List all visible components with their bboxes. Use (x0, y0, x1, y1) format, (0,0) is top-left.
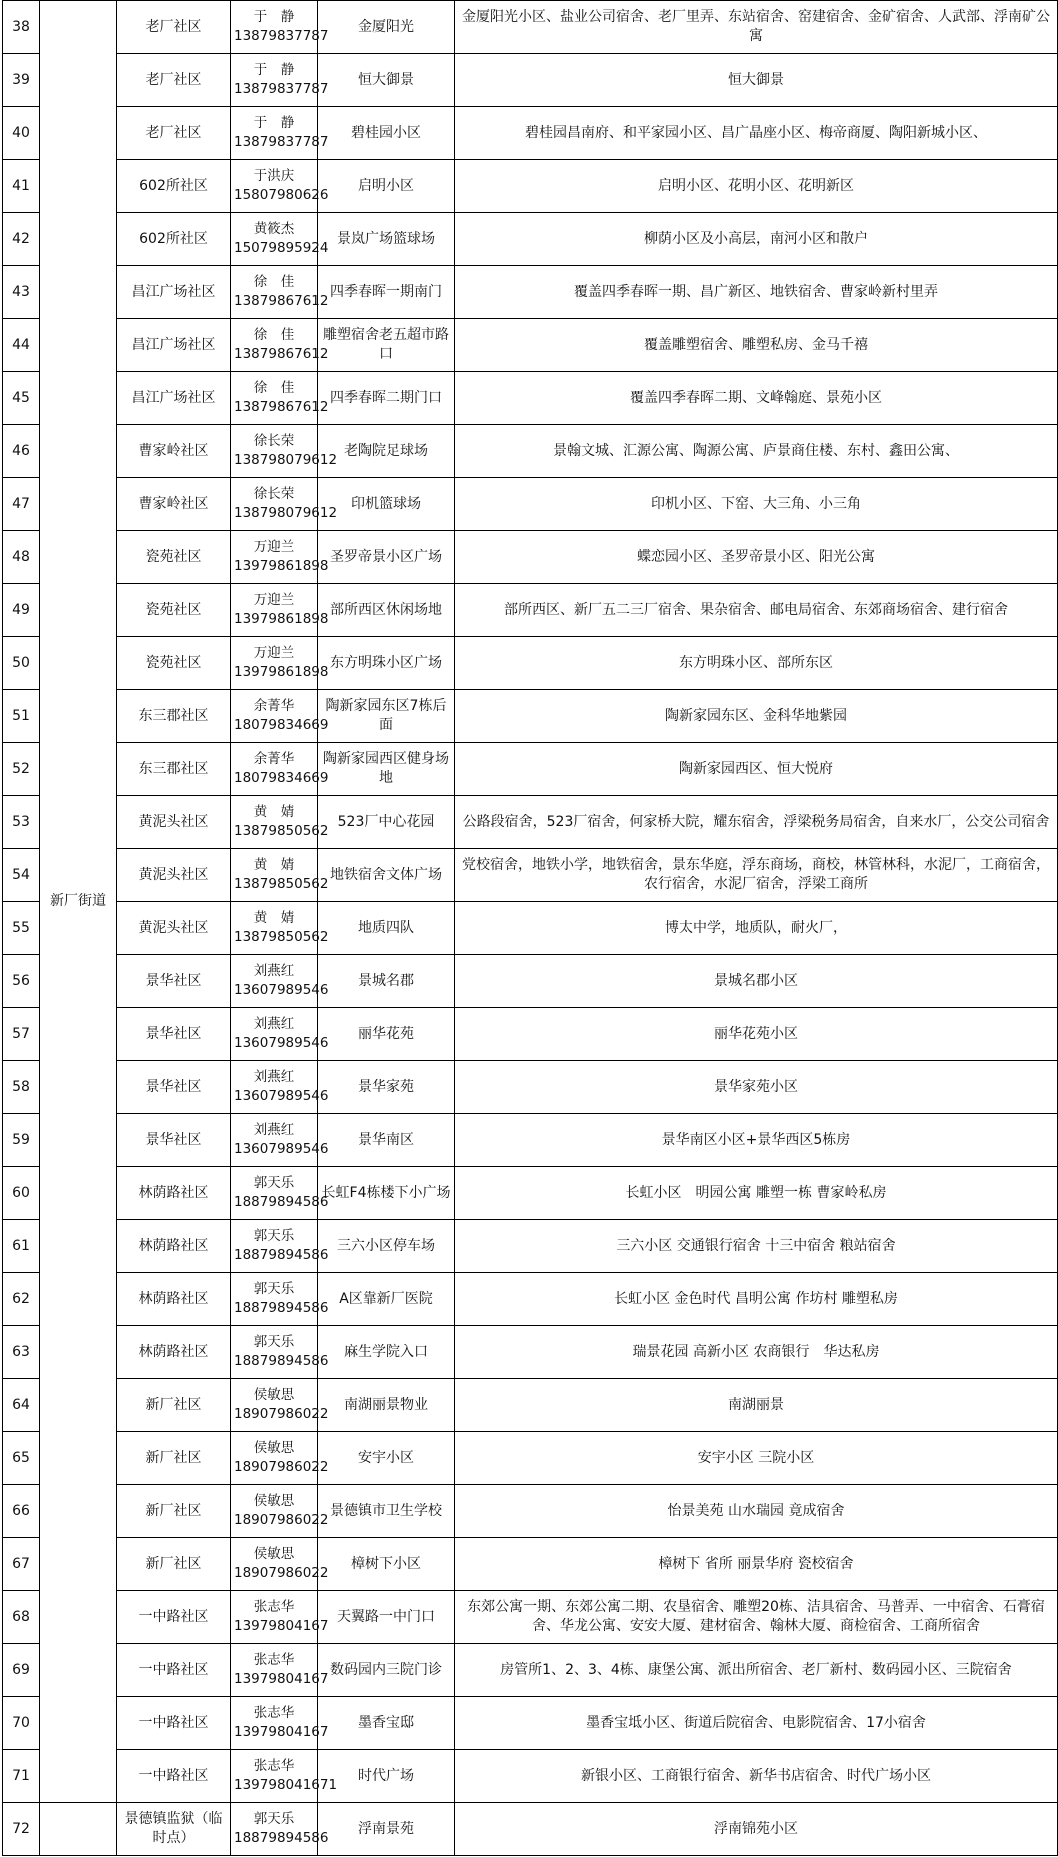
coverage-scope-cell: 景城名郡小区 (455, 955, 1058, 1008)
contact-cell (231, 1, 329, 54)
table-row (3, 1591, 1058, 1644)
row-number-cell: 68 (3, 1591, 40, 1644)
community-cell: 景华社区 (117, 955, 231, 1008)
contact-cell (231, 955, 329, 1008)
contact-cell (231, 160, 329, 213)
contact-name: 黄 婧 (253, 857, 295, 873)
coverage-scope-cell: 印机小区、下窑、大三角、小三角 (455, 478, 1058, 531)
coverage-scope-cell: 长虹小区 金色时代 昌明公寓 作坊村 雕塑私房 (455, 1273, 1058, 1326)
row-number-cell: 50 (3, 637, 40, 690)
coverage-scope-cell: 瑞景花园 高新小区 农商银行 华达私房 (455, 1326, 1058, 1379)
contact-name: 张志华 (253, 1758, 295, 1774)
site-cell: 启明小区 (318, 160, 455, 213)
row-number-cell: 71 (3, 1750, 40, 1803)
site-cell: 523厂中心花园 (318, 796, 455, 849)
contact-phone: 13979804167 (234, 1671, 329, 1687)
row-number-cell: 40 (3, 107, 40, 160)
contact-name: 侯敏思 (253, 1493, 295, 1509)
community-cell: 东三郡社区 (117, 743, 231, 796)
contact-cell (231, 1750, 338, 1803)
community-cell: 黄泥头社区 (117, 902, 231, 955)
community-cell: 一中路社区 (117, 1591, 231, 1644)
coverage-scope-cell: 柳荫小区及小高层，南河小区和散户 (455, 213, 1058, 266)
coverage-scope-cell: 东郊公寓一期、东郊公寓二期、农垦宿舍、雕塑20栋、洁具宿舍、马普弄、一中宿舍、石膏宿舍、华龙公寓、安安大厦、建材宿舍、翰林大厦、商检宿舍、工商所宿舍 (455, 1591, 1058, 1644)
row-number-cell: 65 (3, 1432, 40, 1485)
community-cell: 602所社区 (117, 160, 231, 213)
coverage-scope-cell: 启明小区、花明小区、花明新区 (455, 160, 1058, 213)
table-row (3, 1273, 1058, 1326)
coverage-scope-cell: 新银小区、工商银行宿舍、新华书店宿舍、时代广场小区 (455, 1750, 1058, 1803)
community-cell: 新厂社区 (117, 1379, 231, 1432)
site-cell: 四季春晖二期门口 (318, 372, 455, 425)
table-row (3, 372, 1058, 425)
table-row (3, 1644, 1058, 1697)
contact-phone: 13607989546 (234, 982, 329, 998)
contact-name: 于 静 (253, 9, 295, 25)
table-row (3, 266, 1058, 319)
coverage-scope-cell: 碧桂园昌南府、和平家园小区、昌广晶座小区、梅帝商厦、陶阳新城小区、 (455, 107, 1058, 160)
community-cell: 昌江广场社区 (117, 319, 231, 372)
street-cell: 新厂街道 (40, 1, 117, 1803)
contact-phone: 13879850562 (234, 929, 329, 945)
contact-cell (231, 531, 329, 584)
coverage-scope-cell: 覆盖四季春晖二期、文峰翰庭、景苑小区 (455, 372, 1058, 425)
row-number-cell: 59 (3, 1114, 40, 1167)
contact-phone: 13607989546 (234, 1141, 329, 1157)
coverage-scope-cell: 景华家苑小区 (455, 1061, 1058, 1114)
coverage-scope-cell: 东方明珠小区、部所东区 (455, 637, 1058, 690)
contact-name: 余菁华 (253, 751, 295, 767)
contact-phone: 18079834669 (234, 770, 329, 786)
coverage-scope-cell: 党校宿舍，地铁小学，地铁宿舍，景东华庭，浮东商场，商校，林管林科，水泥厂，工商宿舍，农行宿舍，水泥厂宿舍，浮梁工商所 (455, 849, 1058, 902)
row-number-cell: 47 (3, 478, 40, 531)
table-row (3, 796, 1058, 849)
contact-name: 于 静 (253, 115, 295, 131)
contact-cell (231, 584, 329, 637)
coverage-scope-cell: 南湖丽景 (455, 1379, 1058, 1432)
contact-name: 郭天乐 (253, 1281, 295, 1297)
community-cell: 林荫路社区 (117, 1220, 231, 1273)
site-cell: 景华家苑 (318, 1061, 455, 1114)
site-cell: 长虹F4栋楼下小广场 (318, 1167, 455, 1220)
site-cell: 圣罗帝景小区广场 (318, 531, 455, 584)
contact-name: 张志华 (253, 1652, 295, 1668)
row-number-cell: 46 (3, 425, 40, 478)
contact-cell (231, 1273, 329, 1326)
table-row (3, 902, 1058, 955)
contact-cell (231, 478, 338, 531)
row-number-cell: 69 (3, 1644, 40, 1697)
community-cell: 老厂社区 (117, 1, 231, 54)
contact-name: 侯敏思 (253, 1546, 295, 1562)
site-cell: 安宇小区 (318, 1432, 455, 1485)
table-row (3, 637, 1058, 690)
row-number-cell: 49 (3, 584, 40, 637)
row-number-cell: 38 (3, 1, 40, 54)
table-row (3, 1, 1058, 54)
contact-name: 侯敏思 (253, 1387, 295, 1403)
coverage-scope-cell: 恒大御景 (455, 54, 1058, 107)
coverage-scope-cell: 丽华花苑小区 (455, 1008, 1058, 1061)
contact-phone: 18907986022 (234, 1406, 329, 1422)
table-row (3, 425, 1058, 478)
contact-name: 张志华 (253, 1705, 295, 1721)
site-cell: 碧桂园小区 (318, 107, 455, 160)
contact-cell (231, 54, 329, 107)
site-cell: 老陶院足球场 (318, 425, 455, 478)
community-cell: 林荫路社区 (117, 1273, 231, 1326)
contact-cell (231, 1326, 329, 1379)
contact-name: 徐 佳 (253, 327, 295, 343)
row-number-cell: 44 (3, 319, 40, 372)
table-row (3, 743, 1058, 796)
row-number-cell: 52 (3, 743, 40, 796)
contact-cell (231, 213, 329, 266)
site-cell: 樟树下小区 (318, 1538, 455, 1591)
contact-name: 刘燕红 (253, 1122, 295, 1138)
contact-name: 徐长荣 (253, 486, 295, 502)
contact-name: 郭天乐 (253, 1228, 295, 1244)
contact-name: 万迎兰 (253, 645, 295, 661)
coverage-scope-cell: 景华南区小区+景华西区5栋房 (455, 1114, 1058, 1167)
site-cell: 时代广场 (318, 1750, 455, 1803)
table-row (3, 584, 1058, 637)
contact-cell (231, 690, 329, 743)
contact-cell (231, 1697, 329, 1750)
contact-phone: 18907986022 (234, 1459, 329, 1475)
table-row (3, 1061, 1058, 1114)
community-cell: 昌江广场社区 (117, 372, 231, 425)
table-row (3, 1485, 1058, 1538)
row-number-cell: 62 (3, 1273, 40, 1326)
coverage-scope-cell: 景翰文城、汇源公寓、陶源公寓、庐景商住楼、东村、鑫田公寓、 (455, 425, 1058, 478)
sampling-site-table (2, 0, 1058, 1856)
contact-phone: 13879837787 (234, 28, 329, 44)
table-row (3, 213, 1058, 266)
community-cell: 景华社区 (117, 1061, 231, 1114)
community-cell: 昌江广场社区 (117, 266, 231, 319)
site-cell: 印机篮球场 (318, 478, 455, 531)
contact-phone: 15807980626 (234, 187, 329, 203)
contact-name: 郭天乐 (253, 1811, 295, 1827)
site-cell: 浮南景苑 (318, 1803, 455, 1856)
contact-name: 徐长荣 (253, 433, 295, 449)
contact-phone: 13879867612 (234, 293, 329, 309)
contact-cell (231, 319, 329, 372)
coverage-scope-cell: 部所西区、新厂五二三厂宿舍、果杂宿舍、邮电局宿舍、东郊商场宿舍、建行宿舍 (455, 584, 1058, 637)
row-number-cell: 48 (3, 531, 40, 584)
coverage-scope-cell: 金厦阳光小区、盐业公司宿舍、老厂里弄、东站宿舍、窑建宿舍、金矿宿舍、人武部、浮南矿公寓 (455, 1, 1058, 54)
contact-cell (231, 1167, 329, 1220)
street-cell-empty (40, 1803, 117, 1856)
row-number-cell: 66 (3, 1485, 40, 1538)
site-cell: 南湖丽景物业 (318, 1379, 455, 1432)
site-cell: 景城名郡 (318, 955, 455, 1008)
contact-phone: 13607989546 (234, 1035, 329, 1051)
coverage-scope-cell: 博太中学，地质队，耐火厂， (455, 902, 1058, 955)
contact-phone: 13879850562 (234, 876, 329, 892)
community-cell: 黄泥头社区 (117, 796, 231, 849)
community-cell: 新厂社区 (117, 1485, 231, 1538)
row-number-cell: 67 (3, 1538, 40, 1591)
contact-cell (231, 1008, 329, 1061)
contact-cell (231, 902, 329, 955)
contact-phone: 13607989546 (234, 1088, 329, 1104)
table-row (3, 478, 1058, 531)
community-cell: 景华社区 (117, 1114, 231, 1167)
site-cell: 数码园内三院门诊 (318, 1644, 455, 1697)
coverage-scope-cell: 三六小区 交通银行宿舍 十三中宿舍 粮站宿舍 (455, 1220, 1058, 1273)
contact-name: 侯敏思 (253, 1440, 295, 1456)
contact-phone: 13879867612 (234, 399, 329, 415)
row-number-cell: 51 (3, 690, 40, 743)
table-row (3, 1114, 1058, 1167)
table-row (3, 1750, 1058, 1803)
community-cell: 新厂社区 (117, 1432, 231, 1485)
community-cell: 景华社区 (117, 1008, 231, 1061)
contact-phone: 18879894586 (234, 1353, 329, 1369)
community-cell: 一中路社区 (117, 1644, 231, 1697)
site-cell: 丽华花苑 (318, 1008, 455, 1061)
row-number-cell: 58 (3, 1061, 40, 1114)
contact-cell (231, 1644, 329, 1697)
contact-name: 郭天乐 (253, 1334, 295, 1350)
table-row (3, 849, 1058, 902)
community-cell: 新厂社区 (117, 1538, 231, 1591)
community-cell: 老厂社区 (117, 54, 231, 107)
site-cell: 东方明珠小区广场 (318, 637, 455, 690)
contact-cell (231, 266, 329, 319)
coverage-scope-cell: 覆盖四季春晖一期、昌广新区、地铁宿舍、曹家岭新村里弄 (455, 266, 1058, 319)
table-row (3, 1432, 1058, 1485)
site-cell: 恒大御景 (318, 54, 455, 107)
contact-cell (231, 1220, 329, 1273)
contact-phone: 18879894586 (234, 1830, 329, 1846)
row-number-cell: 64 (3, 1379, 40, 1432)
row-number-cell: 53 (3, 796, 40, 849)
site-cell: 四季春晖一期南门 (318, 266, 455, 319)
contact-phone: 13879837787 (234, 81, 329, 97)
row-number-cell: 63 (3, 1326, 40, 1379)
community-cell: 曹家岭社区 (117, 478, 231, 531)
table-row (3, 54, 1058, 107)
contact-phone: 13879850562 (234, 823, 329, 839)
table-body (3, 1, 1058, 1856)
contact-cell (231, 1432, 329, 1485)
row-number-cell: 56 (3, 955, 40, 1008)
coverage-scope-cell: 公路段宿舍，523厂宿舍，何家桥大院，耀东宿舍，浮梁税务局宿舍，自来水厂，公交公司宿舍 (455, 796, 1058, 849)
contact-phone: 13979804167 (234, 1618, 329, 1634)
contact-cell (231, 1538, 329, 1591)
contact-name: 刘燕红 (253, 1069, 295, 1085)
coverage-scope-cell: 怡景美苑 山水瑞园 竟成宿舍 (455, 1485, 1058, 1538)
contact-phone: 13979861898 (234, 558, 329, 574)
contact-phone: 13879867612 (234, 346, 329, 362)
contact-cell (231, 743, 329, 796)
contact-name: 刘燕红 (253, 963, 295, 979)
site-cell: 墨香宝邸 (318, 1697, 455, 1750)
contact-cell (231, 1061, 329, 1114)
table-row (3, 1326, 1058, 1379)
contact-phone: 138798079612 (234, 452, 338, 468)
contact-cell (231, 1591, 329, 1644)
contact-cell (231, 1803, 329, 1856)
coverage-scope-cell: 覆盖雕塑宿舍、雕塑私房、金马千禧 (455, 319, 1058, 372)
site-cell: 天翼路一中门口 (318, 1591, 455, 1644)
contact-name: 万迎兰 (253, 539, 295, 555)
community-cell: 林荫路社区 (117, 1326, 231, 1379)
contact-phone: 138798079612 (234, 505, 338, 521)
contact-name: 徐 佳 (253, 274, 295, 290)
table-row (3, 690, 1058, 743)
community-cell: 602所社区 (117, 213, 231, 266)
site-cell: 金厦阳光 (318, 1, 455, 54)
contact-phone: 18907986022 (234, 1512, 329, 1528)
contact-name: 于洪庆 (253, 168, 295, 184)
contact-cell (231, 1379, 329, 1432)
coverage-scope-cell: 房管所1、2、3、4栋、康堡公寓、派出所宿舍、老厂新村、数码园小区、三院宿舍 (455, 1644, 1058, 1697)
contact-phone: 18907986022 (234, 1565, 329, 1581)
table-row (3, 1697, 1058, 1750)
row-number-cell: 43 (3, 266, 40, 319)
row-number-cell: 70 (3, 1697, 40, 1750)
contact-name: 黄筱杰 (253, 221, 295, 237)
contact-name: 万迎兰 (253, 592, 295, 608)
site-cell: 景德镇市卫生学校 (318, 1485, 455, 1538)
community-cell: 黄泥头社区 (117, 849, 231, 902)
contact-cell (231, 796, 329, 849)
table-row (3, 1220, 1058, 1273)
contact-phone: 139798041671 (234, 1777, 338, 1793)
coverage-scope-cell: 陶新家园东区、金科华地紫园 (455, 690, 1058, 743)
contact-phone: 18879894586 (234, 1247, 329, 1263)
row-number-cell: 54 (3, 849, 40, 902)
table-row (3, 319, 1058, 372)
site-cell: 部所西区休闲场地 (318, 584, 455, 637)
coverage-scope-cell: 蝶恋园小区、圣罗帝景小区、阳光公寓 (455, 531, 1058, 584)
coverage-scope-cell: 浮南锦苑小区 (455, 1803, 1058, 1856)
coverage-scope-cell: 樟树下 省所 丽景华府 瓷校宿舍 (455, 1538, 1058, 1591)
site-cell: 地质四队 (318, 902, 455, 955)
row-number-cell: 42 (3, 213, 40, 266)
coverage-scope-cell: 安宇小区 三院小区 (455, 1432, 1058, 1485)
contact-phone: 13979804167 (234, 1724, 329, 1740)
coverage-scope-cell: 长虹小区 明园公寓 雕塑一栋 曹家岭私房 (455, 1167, 1058, 1220)
community-cell: 瓷苑社区 (117, 531, 231, 584)
contact-cell (231, 425, 338, 478)
table-row (3, 1379, 1058, 1432)
contact-phone: 15079895924 (234, 240, 329, 256)
contact-cell (231, 849, 329, 902)
site-cell: 地铁宿舍文体广场 (318, 849, 455, 902)
row-number-cell: 60 (3, 1167, 40, 1220)
contact-phone: 18079834669 (234, 717, 329, 733)
contact-name: 于 静 (253, 62, 295, 78)
table-row (3, 107, 1058, 160)
table-row (3, 1538, 1058, 1591)
contact-cell (231, 107, 329, 160)
site-cell: 景华南区 (318, 1114, 455, 1167)
community-cell: 瓷苑社区 (117, 584, 231, 637)
coverage-scope-cell: 陶新家园西区、恒大悦府 (455, 743, 1058, 796)
contact-name: 余菁华 (253, 698, 295, 714)
contact-phone: 13979861898 (234, 611, 329, 627)
community-cell: 一中路社区 (117, 1697, 231, 1750)
contact-name: 黄 婧 (253, 910, 295, 926)
site-cell: 景岚广场篮球场 (318, 213, 455, 266)
site-cell: 麻生学院入口 (318, 1326, 455, 1379)
site-cell: 陶新家园东区7栋后面 (318, 690, 455, 743)
table-row (3, 531, 1058, 584)
contact-name: 黄 婧 (253, 804, 295, 820)
contact-cell (231, 1114, 329, 1167)
contact-name: 徐 佳 (253, 380, 295, 396)
community-cell: 东三郡社区 (117, 690, 231, 743)
table-row (3, 160, 1058, 213)
row-number-cell: 45 (3, 372, 40, 425)
contact-cell (231, 637, 329, 690)
row-number-cell: 61 (3, 1220, 40, 1273)
contact-phone: 18879894586 (234, 1300, 329, 1316)
table-row (3, 955, 1058, 1008)
row-number-cell: 55 (3, 902, 40, 955)
community-cell: 一中路社区 (117, 1750, 231, 1803)
row-number-cell: 39 (3, 54, 40, 107)
community-cell: 瓷苑社区 (117, 637, 231, 690)
table-row (3, 1008, 1058, 1061)
site-cell: 雕塑宿舍老五超市路口 (318, 319, 455, 372)
community-cell: 曹家岭社区 (117, 425, 231, 478)
contact-name: 郭天乐 (253, 1175, 295, 1191)
community-cell: 老厂社区 (117, 107, 231, 160)
site-cell: 陶新家园西区健身场地 (318, 743, 455, 796)
community-cell: 景德镇监狱（临时点） (117, 1803, 231, 1856)
row-number-cell: 72 (3, 1803, 40, 1856)
contact-cell (231, 372, 329, 425)
table-row (3, 1167, 1058, 1220)
row-number-cell: 57 (3, 1008, 40, 1061)
contact-phone: 13979861898 (234, 664, 329, 680)
contact-cell (231, 1485, 329, 1538)
contact-name: 张志华 (253, 1599, 295, 1615)
coverage-scope-cell: 墨香宝坻小区、街道后院宿舍、电影院宿舍、17小宿舍 (455, 1697, 1058, 1750)
contact-name: 刘燕红 (253, 1016, 295, 1032)
site-cell: 三六小区停车场 (318, 1220, 455, 1273)
row-number-cell: 41 (3, 160, 40, 213)
contact-phone: 18879894586 (234, 1194, 329, 1210)
site-cell: A区靠新厂医院 (318, 1273, 455, 1326)
community-cell: 林荫路社区 (117, 1167, 231, 1220)
contact-phone: 13879837787 (234, 134, 329, 150)
table-row (3, 1803, 1058, 1856)
